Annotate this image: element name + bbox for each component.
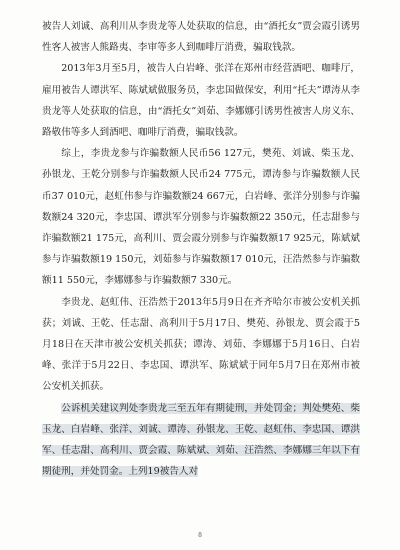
paragraph-1: 被告人刘诚、高利川从李贵龙等人处获取的信息，由“酒托女”贾会霞引诱男性客人被害人熊路夷、李审等多人到咖啡厅消费，骗取钱款。 [42,21,360,54]
paragraph-3: 综上，李贵龙参与诈骗数额人民币56 127元，樊苑、刘诚、柴玉龙、孙银龙、王乾分别参与诈骗数额人民币24 775元，谭涛参与诈骗数额人民币37 010元，赵虹伟参与诈骗数额24 667元，白岩峰、张洋分别参与诈骗数额24 320元，李忠国、谭洪军分别参与诈骗数额22 350元，任志甜参与诈骗数额21 175元，高利川、贾会霞分别参与诈骗数额17 925元，陈斌斌参与诈骗数额19 150元，刘茹参与诈骗数额17 010元，汪浩然参与诈骗数额11 550元，李娜娜参与诈骗数额7 330元。 [42,148,360,287]
document-body [42,16,360,482]
paragraph-2: 2013年3月至5月，被告人白岩峰、张洋在郑州市经营酒吧、咖啡厅，雇用被告人谭洪军、陈斌斌做服务员，李忠国做保安，利用“托夫”谭涛从李贵龙等人处获取的信息，由“酒托女”刘茹、李娜娜引诱男性被害人房义东、路敬伟等多人到酒吧、咖啡厅消费，骗取钱款。 [42,63,360,139]
page-number: 8 [198,532,202,539]
paragraph-5 [42,398,360,483]
highlighted-text-lead: 公诉机关建议判处李贵龙三至五年有期徒刑，并处罚金；判处 [61,402,322,414]
highlighted-text: 樊苑、柴玉龙、白岩峰、张洋、刘诚、谭涛、孙银龙、王乾、赵虹伟、李忠国、谭洪军、任志甜、高利川、贾会霞、陈斌斌、刘茹、汪浩然、李娜娜三年以下有期徒刑，并处罚金。上列19被告人对 [42,402,360,478]
paragraph-4: 李贵龙、赵虹伟、汪浩然于2013年5月9日在齐齐哈尔市被公安机关抓获；刘诚、王乾、任志甜、高利川于5月17日、樊苑、孙银龙、贾会霞于5月18日在天津市被公安机关抓获；谭涛、刘茹、李娜娜于5月16日、白岩峰、张洋于5月22日、李忠国、谭洪军、陈斌斌于同年5月7日在郑州市被公安机关抓获。 [42,296,360,393]
